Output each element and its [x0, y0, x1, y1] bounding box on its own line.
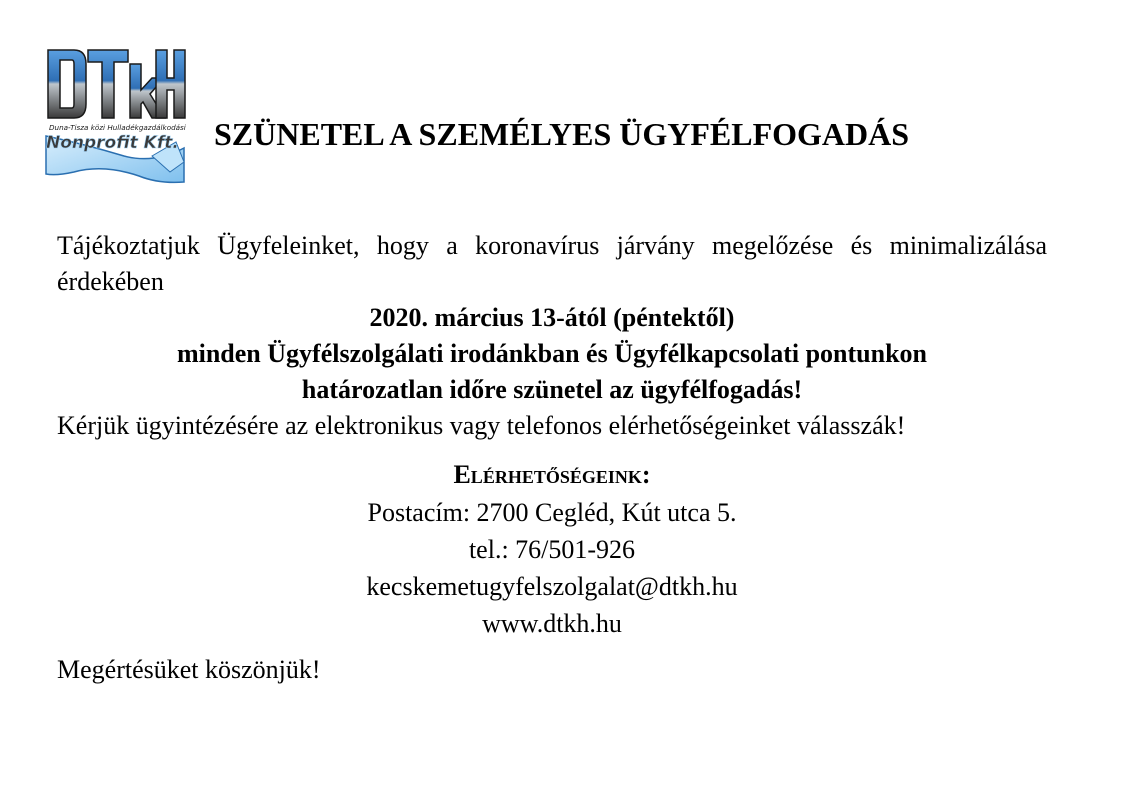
- closing-text: Megértésüket köszönjük!: [57, 655, 321, 684]
- website-link[interactable]: www.dtkh.hu: [482, 609, 622, 638]
- intro-paragraph: Tájékoztatjuk Ügyfeleinket, hogy a koronavírus járvány megelőzése és minimalizálása érdekében: [57, 231, 1047, 296]
- document-body: [57, 228, 1047, 714]
- phone-number: tel.: 76/501-926: [468, 535, 636, 564]
- contact-block: [57, 456, 1047, 642]
- postal-address: Postacím: 2700 Cegléd, Kút utca 5.: [367, 498, 737, 527]
- page-title: SZÜNETEL A SZEMÉLYES ÜGYFÉLFOGADÁS: [214, 116, 910, 152]
- logo-subtitle: Duna-Tisza közi Hulladékgazdálkodási: [49, 123, 186, 132]
- notice-statement: határozatlan időre szünetel az ügyfélfogadás!: [301, 375, 803, 404]
- contact-heading: Elérhetőségeink:: [453, 460, 651, 489]
- email-address[interactable]: kecskemetugyfelszolgalat@dtkh.hu: [366, 572, 738, 601]
- company-logo: [44, 44, 188, 186]
- notice-scope: minden Ügyfélszolgálati irodánkban és Ügyfélkapcsolati pontunkon: [176, 339, 928, 368]
- request-paragraph: Kérjük ügyintézésére az elektronikus vagy telefonos elérhetőségeinket válasszák!: [57, 411, 906, 440]
- notice-date: 2020. március 13-ától (péntektől): [369, 303, 735, 332]
- logo-company-name: Nonprofit Kft.: [46, 133, 179, 153]
- logo-graphic: [44, 44, 188, 186]
